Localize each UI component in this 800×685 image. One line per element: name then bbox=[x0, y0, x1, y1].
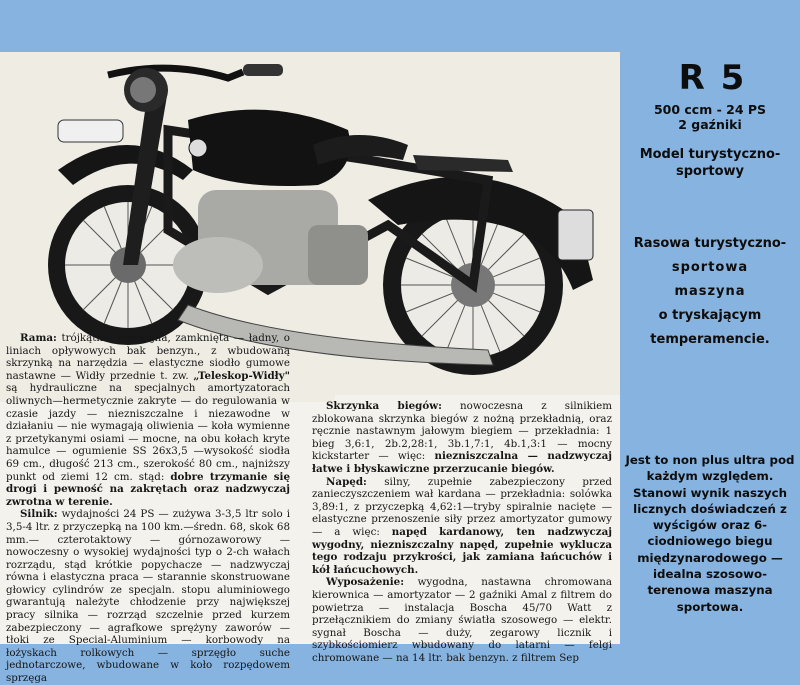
motorcycle-illustration bbox=[18, 50, 618, 380]
drive-paragraph bbox=[312, 476, 612, 577]
tagline-line: Rasowa turystyczno- bbox=[633, 236, 787, 251]
summary-text: Jest to non plus ultra pod każdym względem. Stanowi wynik naszych licznych doświadczeń z wyścigów oraz 6-ciodniowego biegu międzynarodowego — idealna szosowo-terenowa maszyna sportowa. bbox=[625, 453, 795, 614]
drive-text: silny, zupełnie zabezpieczony przed zanieczyszczeniem wał kardana — przekładnia: solówka 3,89:1, z przyczepką 4,62:1—tryby spiralnie nacięte — elastyczne przenoszenie siły przez amortyzator gumowy — a więc: bbox=[312, 475, 612, 538]
gearbox-label: Skrzynka biegów: bbox=[326, 400, 442, 412]
engine-paragraph bbox=[6, 508, 290, 684]
model-type: Model turystyczno-sportowy bbox=[639, 147, 781, 179]
tagline-line: sportowa bbox=[671, 260, 749, 275]
handling-text: dobre trzymanie się drogi i pewność na zakrętach oraz nadzwyczaj zwrotna w terenie. bbox=[6, 470, 290, 508]
tagline-line: o tryskającym bbox=[658, 308, 762, 323]
equipment-text: wygodna, nastawna chromowana kierownica — amortyzator — 2 gaźniki Amal z filtrem do powietrza — instalacja Boscha 45/70 Watt z przełącznikiem do zmiany światła szosowego — elektr. sygnał Boscha — duży, zegarowy licznik i szybkościomierz wbudowany do latarni — felgi chromowane — na 14 ltr. bak benzyn. z filtrem Sep bbox=[312, 576, 612, 664]
model-name: R 5 bbox=[678, 58, 747, 98]
left-text-column bbox=[6, 332, 290, 685]
frame-label: Rama: bbox=[20, 332, 57, 344]
engine-spec: 500 ccm - 24 PS bbox=[653, 102, 767, 117]
drive-label: Napęd: bbox=[326, 475, 367, 488]
frame-paragraph bbox=[6, 332, 290, 508]
equipment-paragraph bbox=[312, 576, 612, 664]
drive-highlight: napęd kardanowy, ten nadzwyczaj wygodny, niezniszczalny napęd, zupełnie wyklucza tego rodzaju przykrości, jak zamiana łańcuchów i kół łańcuchowych. bbox=[312, 525, 612, 576]
tagline bbox=[625, 232, 795, 352]
fork-text: są hydrauliczne na specjalnych amortyzatorach oliwnych—hermetycznie zakryte — do regulowania w czasie jazdy — niezniszczalne i niezawodne w działaniu — nie wymagają oliwienia — koła wymienne z przetykanymi osiami — mocne, na obu kołach kryte hamulce — ogumienie SS 26x3,5 —wysokość siodła 69 cm., długość 213 cm., szerokość 80 cm., najniższy punkt od ziemi 12 cm. stąd: bbox=[6, 382, 290, 483]
gearbox-text: nowoczesna z silnikiem zblokowana skrzynka biegów z nożną przekładnią, oraz ręcznie nastawnym jałowym biegiem — przekładnia: 1 bieg 3,6:1, 2b.2,28:1, 3b.1,7:1, 4b.1,3:1 — mocny kickstarter — więc: bbox=[312, 400, 612, 463]
equipment-label: Wyposażenie: bbox=[326, 576, 405, 589]
engine-text: wydajności 24 PS — zużywa 3-3,5 ltr solo i 3,5-4 ltr. z przyczepką na 100 km.—średn. 68, skok 68 mm.— czterotaktowy — górnozaworowy — nowoczesny o wysokiej wydajności typ o 2-ch wałach rozrządu, stąd krótkie popychacze — nadzwyczaj równa i elastyczna praca — starannie skonstruowane głowicy cylindrów ze specjaln. stopu aluminiowego gwarantują należyte chłodzenie przy największej pracy silnika — rozrząd szczelnie przed kurzem zabezpieczony — agrafkowe sprężyny zaworów — tłoki ze Special-Aluminium — korbowody na łożyskach rolkowych — sprzęgło suche jednotarczowe, wbudowane w koło rozpędowem sprzęga bbox=[6, 508, 290, 685]
gearbox-paragraph bbox=[312, 400, 612, 476]
tagline-line: maszyna bbox=[674, 284, 746, 299]
frame-text: trójkątna, podwójna, zamknięta — ładny, o liniach opływowych bak benzyn., z wbudowaną skrzynką na narzędzia — elastyczne siodło gumowe nastawne — Widły przednie t. zw. bbox=[6, 332, 290, 382]
carburetor-spec: 2 gaźniki bbox=[678, 117, 742, 132]
fork-label: „Teleskop-Widły" bbox=[193, 369, 290, 382]
gearbox-highlight: niezniszczalna — nadzwyczaj łatwe i błyskawiczne przerzucanie biegów. bbox=[312, 450, 612, 475]
tagline-line: temperamencie. bbox=[650, 332, 770, 347]
engine-label: Silnik: bbox=[20, 508, 58, 521]
right-text-column bbox=[312, 400, 612, 664]
